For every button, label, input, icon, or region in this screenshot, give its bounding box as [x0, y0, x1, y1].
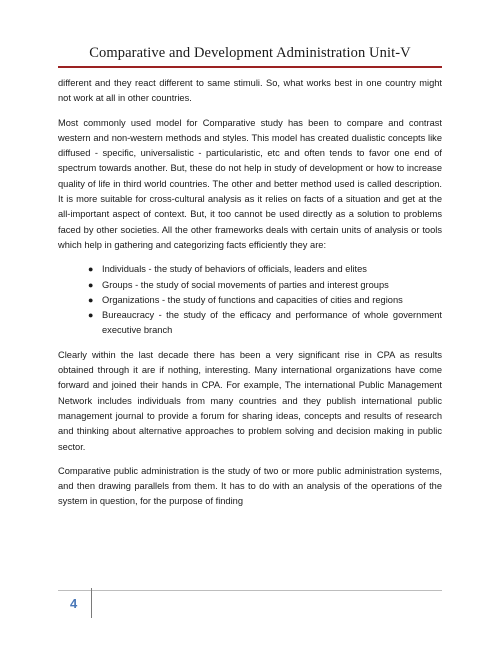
header-rule [58, 66, 442, 68]
paragraph-3: Clearly within the last decade there has been a very significant rise in CPA as results obtained through it are if nothing, interesting. Many international organizations have come forward and joined their hands in CPA. For example, The international Public Management Network includes individuals from many countries and they publish international public management journal to provide a forum for sharing ideas, concepts and results of research and thinking about alternative approaches to problem solving and decision making in public sector. [58, 349, 442, 452]
bullet-icon: ● [88, 264, 94, 275]
paragraph-1: different and they react different to same stimuli. So, what works best in one country might not work at all in other countries. [58, 78, 442, 104]
list-item-text: Groups - the study of social movements of parties and interest groups [102, 279, 389, 290]
footer-rule [58, 590, 442, 591]
bullet-icon: ● [88, 279, 94, 290]
page-body [58, 76, 442, 519]
page-number: 4 [70, 596, 78, 611]
list-item [88, 308, 442, 339]
page-header [58, 44, 442, 62]
bullet-icon: ● [88, 310, 94, 321]
paragraph-4: Comparative public administration is the study of two or more public administration systems, and then drawing parallels from them. It has to do with an analysis of the operations of the system in question, for the purpose of finding [58, 465, 442, 507]
bullet-icon: ● [88, 294, 94, 305]
header-title: Comparative and Development Administration Unit-V [89, 45, 411, 61]
list-item-text: Bureaucracy - the study of the efficacy and performance of whole government executive branch [102, 310, 442, 336]
list-item [88, 278, 442, 293]
list-item-text: Organizations - the study of functions and capacities of cities and regions [102, 294, 403, 305]
bullet-list [58, 262, 442, 338]
paragraph-2: Most commonly used model for Comparative study has been to compare and contrast western and non-western methods and styles. This model has created dualistic concepts like diffused - specific, universalistic - particularistic, etc and often tends to favor one end of spectrum towards another. But, these do not help in study of development or how to increase quality of life in third world countries. The other and better method used is called description. It is more suitable for cross-cultural analysis as it relies on facts of a situation and get at the all-important aspect of context. But, it too cannot be used directly as a solution to problems faced by other societies. All the other frameworks deals with certain units of analysis or tools which help in gathering and categorizing facts efficiently they are: [58, 117, 442, 250]
list-item [88, 293, 442, 308]
footer-divider [91, 588, 92, 618]
list-item-text: Individuals - the study of behaviors of officials, leaders and elites [102, 264, 367, 275]
list-item [88, 262, 442, 277]
